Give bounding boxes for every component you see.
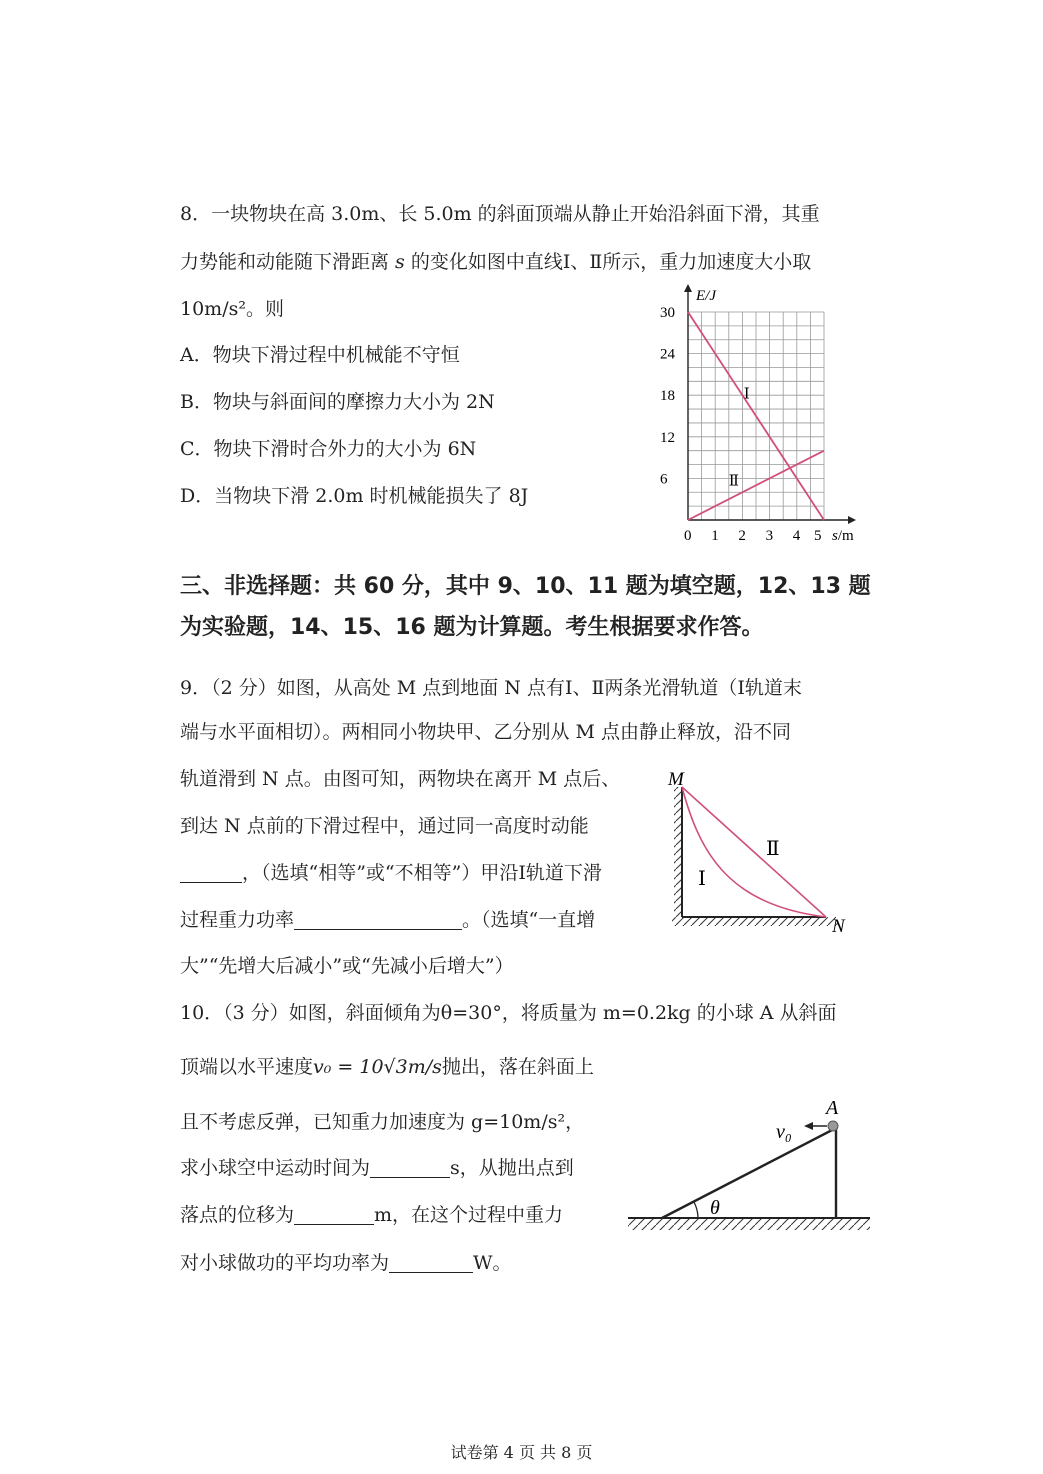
y-tick-label: 18 [660, 388, 675, 405]
ball-a [828, 1121, 838, 1131]
q9-line-1: 9．（2 分）如图，从高处 M 点到地面 N 点有Ⅰ、Ⅱ两条光滑轨道（Ⅰ轨道末 [180, 677, 802, 699]
q8-line-3: 10m/s²。则 [180, 298, 284, 320]
q8-var-s: s [395, 251, 405, 273]
q10-line-5 [180, 1202, 563, 1228]
ground-hatching [628, 1219, 870, 1230]
q10-line-2b: 抛出，落在斜面上 [441, 1056, 594, 1078]
q8-option-b: B．物块与斜面间的摩擦力大小为 2N [180, 391, 495, 413]
page-footer: 试卷第 4 页 共 8 页 [450, 1443, 593, 1462]
q9-line-5-text: ，（选填“相等”或“不相等”）甲沿Ⅰ轨道下滑 [242, 862, 602, 884]
q10-line-5b: m，在这个过程中重力 [374, 1204, 564, 1226]
q10-answer-blank-power[interactable] [389, 1252, 473, 1273]
section3-heading-line-1: 三、非选择题：共 60 分，其中 9、10、11 题为填空题，12、13 题 [180, 574, 871, 599]
ground-hatching [672, 917, 838, 926]
q10-line-6 [180, 1250, 512, 1276]
incline-line [662, 1128, 836, 1218]
q9-line-3: 轨道滑到 N 点。由图可知，两物块在离开 M 点后、 [180, 768, 621, 790]
q9-line-7: 大”“先增大后减小”或“先减小后增大”） [180, 955, 514, 977]
q9-line-5 [180, 860, 602, 886]
q10-v0-formula: v₀ = 10√3m/s [313, 1056, 442, 1078]
y-tick-label: 30 [660, 305, 675, 321]
y-tick-label: 24 [660, 346, 675, 363]
y-axis-label: E/J [696, 288, 716, 304]
q8-line-2 [180, 249, 811, 275]
x-tick-label: 4 [792, 528, 801, 540]
q9-answer-blank-1[interactable] [180, 862, 242, 883]
track-2-line [682, 787, 826, 917]
q10-line-3: 且不考虑反弹，已知重力加速度为 g=10m/s²， [180, 1111, 585, 1133]
q10-line-4 [180, 1155, 574, 1181]
energy-chart [640, 280, 880, 540]
q9-line-6 [180, 907, 595, 933]
q10-incline-figure [620, 1090, 880, 1240]
y-tick-label: 6 [660, 471, 668, 488]
y-tick-label: 12 [660, 429, 675, 446]
q8-option-c: C．物块下滑时合外力的大小为 6N [180, 438, 477, 460]
series-1-label: Ⅰ [743, 386, 750, 403]
x-tick-label: 5 [814, 528, 822, 540]
q9-line-6a: 过程重力功率 [180, 909, 295, 931]
q8-line-2b: 的变化如图中直线Ⅰ、Ⅱ所示，重力加速度大小取 [404, 251, 812, 273]
q9-line-6b: 。（选填“一直增 [462, 909, 596, 931]
angle-arc [694, 1202, 698, 1218]
theta-label: θ [710, 1197, 720, 1219]
q10-line-6b: W。 [473, 1252, 512, 1274]
q8-line-1: 8．一块物块在高 3.0m、长 5.0m 的斜面顶端从静止开始沿斜面下滑，其重 [180, 203, 820, 225]
wall-hatching [674, 787, 682, 917]
q9-track-figure [660, 765, 860, 940]
velocity-arrow-head [804, 1122, 813, 1130]
q10-line-1: 10．（3 分）如图，斜面倾角为θ=30°，将质量为 m=0.2kg 的小球 A 从斜面 [180, 1002, 837, 1024]
q10-line-2a: 顶端以水平速度 [180, 1056, 314, 1078]
q10-line-6a: 对小球做功的平均功率为 [180, 1252, 390, 1274]
q10-line-5a: 落点的位移为 [180, 1204, 295, 1226]
q10-line-4a: 求小球空中运动时间为 [180, 1157, 371, 1179]
q10-answer-blank-time[interactable] [370, 1157, 450, 1178]
q9-line-4: 到达 N 点前的下滑过程中，通过同一高度时动能 [180, 815, 589, 837]
series-2-label: Ⅱ [728, 473, 740, 490]
x-tick-label: 0 [684, 528, 692, 540]
point-n-label: N [832, 916, 845, 937]
track-2-label: Ⅱ [766, 838, 780, 860]
q9-line-2: 端与水平面相切）。两相同小物块甲、乙分别从 M 点由静止释放，沿不同 [180, 721, 792, 743]
section3-heading-line-2: 为实验题，14、15、16 题为计算题。考生根据要求作答。 [180, 615, 764, 640]
q8-option-a: A．物块下滑过程中机械能不守恒 [180, 344, 460, 366]
point-m-label: M [668, 769, 684, 790]
ball-a-label: A [826, 1097, 839, 1119]
x-axis-label: s/m [832, 528, 854, 540]
x-axis-arrow [848, 516, 856, 524]
x-tick-label: 3 [765, 528, 774, 540]
q9-answer-blank-2[interactable] [294, 909, 462, 930]
x-tick-label: 1 [711, 528, 719, 540]
q10-answer-blank-displacement[interactable] [294, 1204, 374, 1225]
q8-option-d: D．当物块下滑 2.0m 时机械能损失了 8J [180, 485, 529, 507]
q10-line-2 [180, 1054, 594, 1080]
track-1-label: Ⅰ [698, 868, 706, 890]
x-tick-label: 2 [738, 528, 746, 540]
v0-label: v₀ [776, 1121, 792, 1143]
q10-line-4b: s，从抛出点到 [450, 1157, 574, 1179]
y-axis-arrow [684, 284, 692, 292]
q8-line-2a: 力势能和动能随下滑距离 [180, 251, 396, 273]
